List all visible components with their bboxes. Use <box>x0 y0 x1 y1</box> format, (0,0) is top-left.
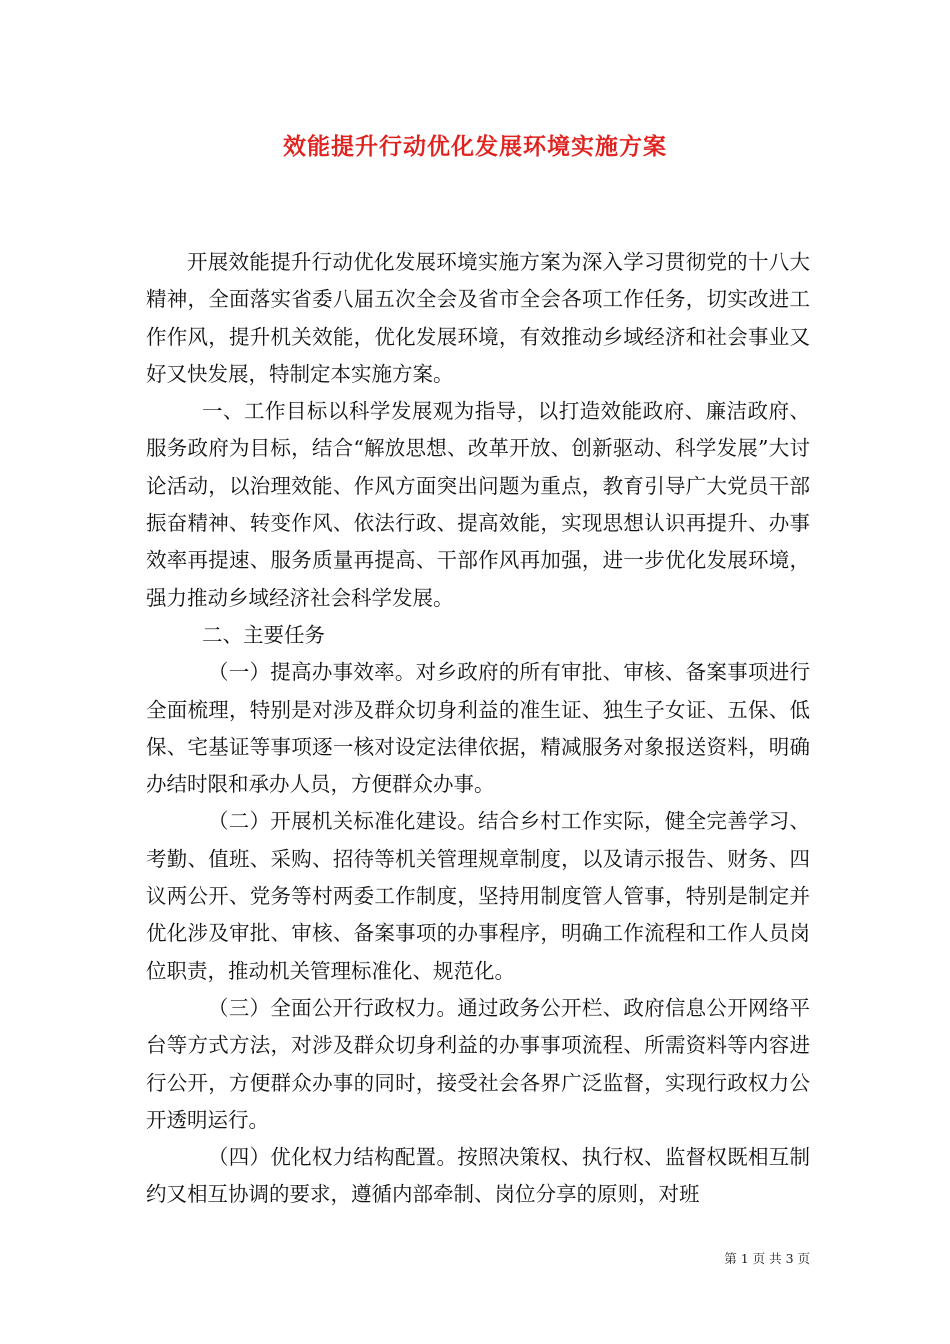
page-number: 第 1 页 共 3 页 <box>724 1251 810 1266</box>
paragraph-goal: 一、工作目标以科学发展观为指导，以打造效能政府、廉洁政府、服务政府为目标，结合“解放思想、改革开放、创新驱动、科学发展”大讨论活动，以治理效能、作风方面突出问题为重点，教育引导广大党员干部振奋精神、转变作风、依法行政、提高效能，实现思想认识再提升、办事效率再提速、服务质量再提高、干部作风再加强，进一步优化发展环境，强力推动乡域经济社会科学发展。 <box>146 399 810 610</box>
paragraph-task-1: （一）提高办事效率。对乡政府的所有审批、审核、备案事项进行全面梳理，特别是对涉及群众切身利益的准生证、独生子女证、五保、低保、宅基证等事项逐一核对设定法律依据，精减服务对象报送资料，明确办结时限和承办人员，方便群众办事。 <box>146 660 810 797</box>
document-body <box>146 244 810 1214</box>
paragraph-task-4: （四）优化权力结构配置。按照决策权、执行权、监督权既相互制约又相互协调的要求，遵循内部牵制、岗位分享的原则，对班 <box>146 1145 810 1207</box>
paragraph-intro: 开展效能提升行动优化发展环境实施方案为深入学习贯彻党的十八大精神，全面落实省委八届五次全会及省市全会各项工作任务，切实改进工作作风，提升机关效能，优化发展环境，有效推动乡域经济和社会事业又好又快发展，特制定本实施方案。 <box>146 250 810 386</box>
paragraph-task-3: （三）全面公开行政权力。通过政务公开栏、政府信息公开网络平台等方式方法，对涉及群众切身利益的办事事项流程、所需资料等内容进行公开，方便群众办事的同时，接受社会各界广泛监督，实现行政权力公开透明运行。 <box>146 995 810 1132</box>
paragraph-task-2: （二）开展机关标准化建设。结合乡村工作实际，健全完善学习、考勤、值班、采购、招待等机关管理规章制度，以及请示报告、财务、四议两公开、党务等村两委工作制度，坚持用制度管人管事，特别是制定并优化涉及审批、审核、备案事项的办事程序，明确工作流程和工作人员岗位职责，推动机关管理标准化、规范化。 <box>146 809 810 983</box>
section-heading-main-tasks: 二、主要任务 <box>202 622 325 647</box>
document-title: 效能提升行动优化发展环境实施方案 <box>283 133 667 160</box>
